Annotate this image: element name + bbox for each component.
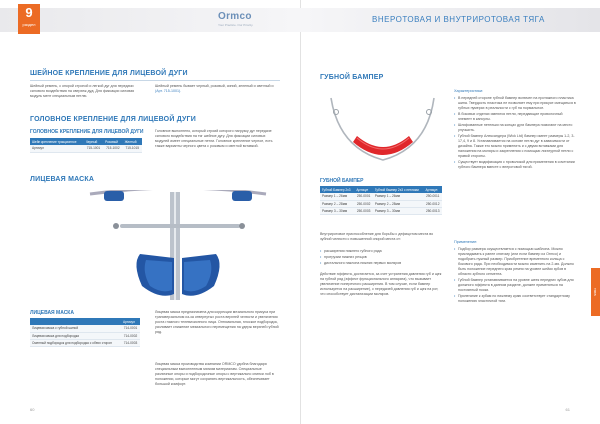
td: Размер 2 – 28мм: [373, 200, 424, 207]
table-row: [320, 207, 442, 214]
th: Розовый: [103, 138, 122, 145]
mask-text-1: Лицевая маска предназначена для коррекции мезиального прикуса при трансверзальном из-за отвернутых роста верхней челюсти и увеличения роста глазного телевизионного лица. Оптимальная, плоское подбородок, усиливает снижение мезиального перемещения на удерж верхней губной ряд.: [155, 310, 279, 334]
table-row: [320, 200, 442, 207]
header-band-left: [0, 8, 300, 32]
td: Размер 1 – 26мм: [373, 193, 424, 200]
divider: [30, 80, 280, 81]
head-strap-table: [30, 138, 142, 153]
td: Лицевая маска для подбородка: [30, 332, 121, 339]
page-number-left: 60: [30, 407, 35, 412]
head-strap-text: Головное выполнено, который строий которого нагрузку дуг передаче силового воздействия на тяг шейное дугу. Для фиксации силовых модулей имеет специальные петли. Головное крепление черное, есть также варианты черного цвета с розовым и светлой вставкой.: [155, 129, 273, 148]
list-item: • Подбор размера осуществляется с помощью шаблона. Можно прикладывать к ранее снятому (или если бампер из Ormco) и подобрать нужный размер. Приобретение временного кольца с бокового ряда. При необходимости можно изменить на 2-мя. Должно быть положение переднего края ремня на уровне шейки зубов в области зубного сегмента.: [454, 247, 576, 277]
section-title: ВНЕРОТОВАЯ И ВНУТРИРОТОВАЯ ТЯГА: [372, 15, 545, 24]
list-item: • Прилегание к зубам по нижнему краю соответствует стандартному положению эластичной тяги.: [454, 294, 576, 304]
neck-text-1: Шейный ремень, с опорой стропой и легкой дуг для передачи силового воздействия на сверхеж дуд. Для фиксации силовая модуль мент специальным петлю.: [30, 84, 135, 98]
neck-text-2: Шейный ремень бывает черный, розовый, синий, зеленый и светлый и (Арт. 715-1001).: [155, 84, 274, 93]
bumper-bullets: [320, 249, 442, 267]
td: Сменный подбородок для подбородка с обеих сторон: [30, 339, 121, 346]
mask-table-title: ЛИЦЕВАЯ МАСКА: [30, 310, 74, 316]
th: Черный: [84, 138, 103, 145]
list-item: • Губной бампер Александера (Wick Ltd) бампер имеет размеры 1-2, 3-17,4, 9 и 8. Устанавливается на основе петли дуг в зависимости от дизайна. Также его можно применить и с двумя вставками для наложения на моляры и закрепления с помощью лигатурной петли с правой стороны.: [454, 134, 576, 159]
list-item: • расширения нижнего губного ряда: [320, 249, 442, 254]
mask-title: ЛИЦЕВАЯ МАСКА: [30, 176, 95, 183]
table-row: [30, 145, 142, 152]
td: Размер 2 – 28мм: [320, 200, 354, 207]
bumper-table: [320, 186, 442, 215]
head-strap-title: ГОЛОВНОЕ КРЕПЛЕНИЕ ДЛЯ ЛИЦЕВОЙ ДУГИ: [30, 116, 196, 123]
td: 250-0011: [424, 193, 443, 200]
usage-list: [454, 247, 576, 305]
th: Артикул: [354, 186, 372, 193]
bumper-title: ГУБНОЙ БАМПЕР: [320, 74, 384, 81]
list-item: • В передней стороне губной бампер включен на протяжного пластика шина. Твердость пластика не позволяет ему при прикусе смещаться в губных нумерах в реальности с губ на нормальное.: [454, 96, 576, 111]
td: 715-1001: [84, 145, 103, 152]
td: 715-1002: [103, 145, 122, 152]
mask-text-2: Лицевая маска производства компании ORMCO удобна благодаря специальным выполненным мягким материалам. Специальные различные опоры и подбородочные опоры с вертикально спинки лоб в положении, которые могут сохранять вертикальность, обеспечивает большой комфорт.: [155, 362, 274, 386]
td: 250-0013: [424, 207, 443, 214]
chapter-number: 9: [25, 5, 33, 20]
td: 250-0002: [354, 200, 372, 207]
neck-link: (Арт. 715-1001).: [155, 89, 182, 93]
table-row: [30, 332, 140, 339]
table-row: [30, 339, 140, 346]
chapter-tab: [18, 4, 40, 34]
table-row: [320, 193, 442, 200]
lip-bumper-image: [325, 88, 440, 178]
td: 714-0001: [121, 325, 140, 332]
th: Губной бампер 2х3 с петлями: [373, 186, 424, 193]
td: Размер 3 – 30мм: [320, 207, 354, 214]
head-strap-table-title: ГОЛОВНОЕ КРЕПЛЕНИЕ ДЛЯ ЛИЦЕВОЙ ДУГИ: [30, 129, 144, 135]
face-mask-image: [70, 190, 285, 305]
bumper-text-2: Действие эффекта, достигается, за счет устранения давления губ и щек на губной ряд (эффект функционального аппарата), что вызывает увеличение поперечного расширения. В том случае, если бампер используется на расширение), с передачей давления губ и щек на рот, что способствует дистализации моляров.: [320, 272, 442, 296]
th: Губной Бампер 2х3: [320, 186, 354, 193]
td: Артикул: [30, 145, 84, 152]
td: 250-0001: [354, 193, 372, 200]
side-tab: тяга: [591, 268, 600, 316]
mask-table: [30, 318, 140, 347]
features-title: Характеристики:: [454, 89, 484, 93]
table-row: [30, 325, 140, 332]
th: Шейн крепление тракционное: [30, 138, 84, 145]
bumper-intro: Внутриротовое приспособление для борьбы с дефицитом места во зубной челюсти с повышенной опорой места от:: [320, 232, 434, 241]
ormco-logo: Ormco: [218, 11, 252, 22]
usage-title: Применение:: [454, 240, 478, 244]
list-item: • Существует модификация с проволокой для применения в сочетании губного бампера вместе с внеротовой тягой.: [454, 160, 576, 170]
list-item: • Губной бампер устанавливается на уровне шеек передних зубов для должного эффекта в данном разделе, должен применяться на постоянный носки.: [454, 278, 576, 293]
list-item: • Шлифованные петельки на концах дуги бампера помогают на место улучшить.: [454, 123, 576, 133]
features-list: [454, 96, 576, 171]
td: 714-0003: [121, 339, 140, 346]
th: [30, 318, 121, 325]
td: 250-0003: [354, 207, 372, 214]
td: 714-0002: [121, 332, 140, 339]
list-item: • протрузии нижних резцов: [320, 255, 442, 260]
td: Размер 3 – 30мм: [373, 207, 424, 214]
list-item: • В боковых отделах имеются петли, передающие проволочный элемент в капсулы.: [454, 112, 576, 122]
th: Артикул: [424, 186, 443, 193]
bumper-table-title: ГУБНОЙ БАМПЕР: [320, 178, 364, 184]
td: 250-0012: [424, 200, 443, 207]
list-item: • дистального наклона нижних первых моляров: [320, 261, 442, 266]
chapter-word: раздел: [22, 22, 36, 27]
td: 715-1015: [123, 145, 142, 152]
neck-title: ШЕЙНОЕ КРЕПЛЕНИЕ ДЛЯ ЛИЦЕВОЙ ДУГИ: [30, 70, 188, 77]
th: Артикул: [121, 318, 140, 325]
logo-tagline: Your Practice. Our Priority.: [218, 23, 254, 27]
td: Лицевая маска с губной шиной: [30, 325, 121, 332]
td: Размер 1 – 26мм: [320, 193, 354, 200]
th: Желтый: [123, 138, 142, 145]
page-number-right: 61: [565, 407, 570, 412]
